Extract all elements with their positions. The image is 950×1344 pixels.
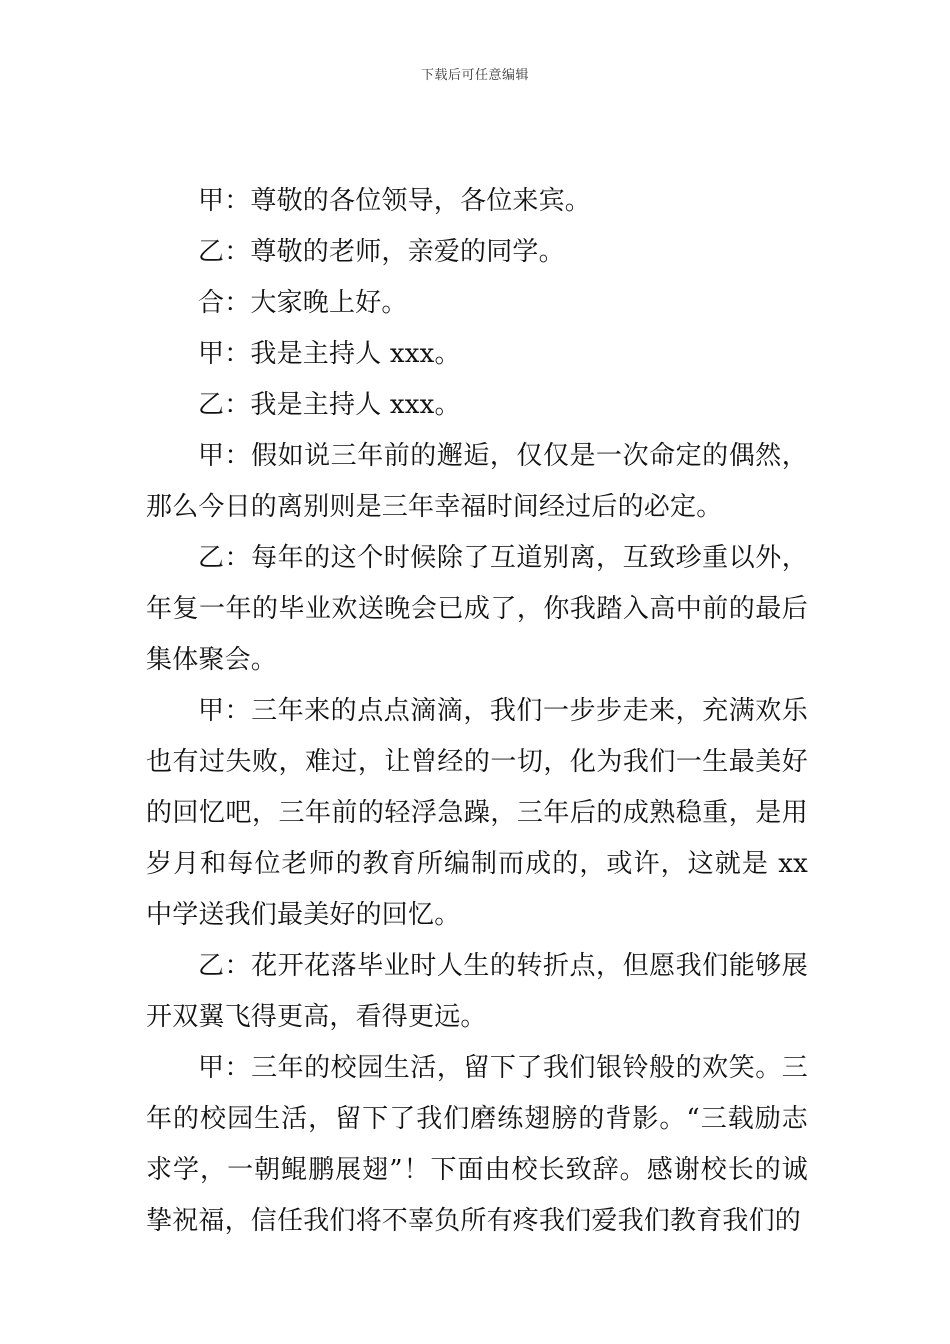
paragraph-turning-point: 乙：花开花落毕业时人生的转折点，但愿我们能够展开双翼飞得更高，看得更远。 (146, 951, 808, 1032)
paragraph-memories: 甲：三年来的点点滴滴，我们一步步走来，充满欢乐也有过失败，难过，让曾经的一切，化为我们一生最美好的回忆吧，三年前的轻浮急躁，三年后的成熟稳重，是用岁月和每位老师的教育所编制而成的，或许，这就是 xx 中学送我们最美好的回忆。 (146, 696, 808, 930)
document-body (146, 176, 808, 1247)
paragraph-greeting-teachers: 乙：尊敬的老师，亲爱的同学。 (198, 237, 565, 267)
paragraph-campus-life: 甲：三年的校园生活，留下了我们银铃般的欢笑。三年的校园生活，留下了我们磨练翅膀的背影。“三载励志求学，一朝鲲鹏展翅”！下面由校长致辞。感谢校长的诚挚祝福，信任我们将不辜负所有疼我们爱我们教育我们的 (146, 1053, 808, 1236)
paragraph-host-a-intro: 甲：我是主持人 xxx。 (198, 339, 461, 369)
paragraph-greeting-all: 合：大家晚上好。 (198, 288, 408, 318)
paragraph-host-b-intro: 乙：我是主持人 xxx。 (198, 390, 461, 420)
paragraph-greeting-leaders: 甲：尊敬的各位领导，各位来宾。 (198, 186, 592, 216)
paragraph-encounter: 甲：假如说三年前的邂逅，仅仅是一次命定的偶然，那么今日的离别则是三年幸福时间经过后的必定。 (146, 441, 808, 522)
page-header-note: 下载后可任意编辑 (420, 68, 529, 83)
paragraph-farewell-party: 乙：每年的这个时候除了互道别离，互致珍重以外，年复一年的毕业欢送晚会已成了，你我踏入高中前的最后集体聚会。 (146, 543, 808, 675)
